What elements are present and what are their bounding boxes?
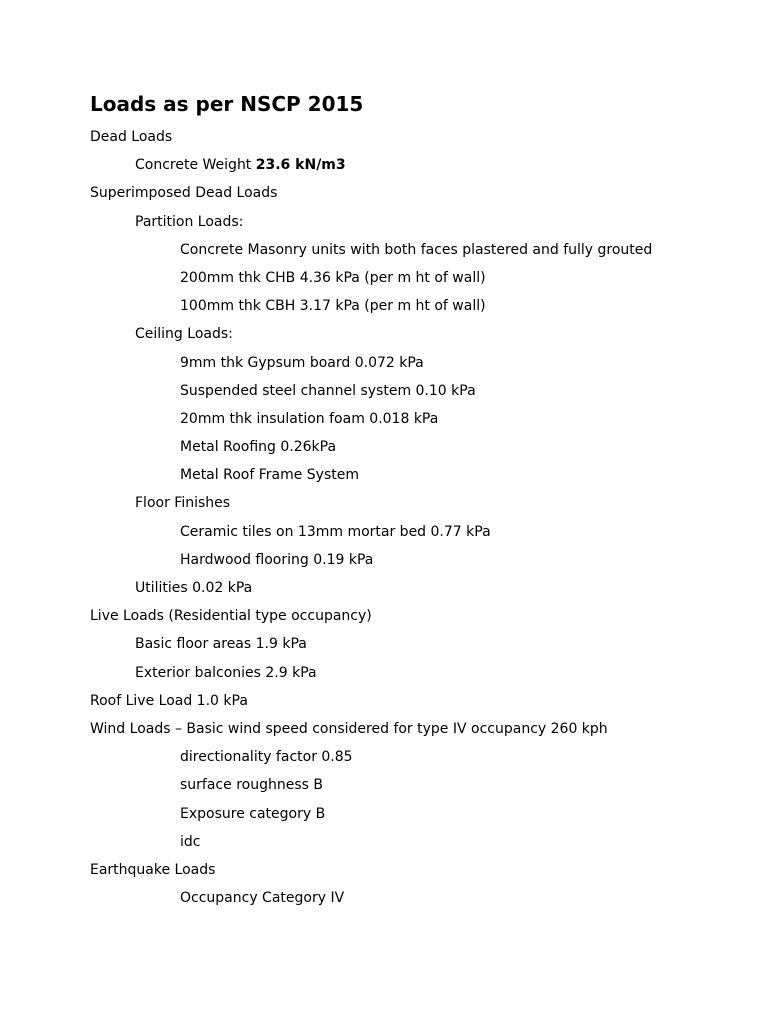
load-list	[0, 123, 768, 912]
line-text: Hardwood flooring 0.19 kPa	[180, 551, 374, 568]
line-text: Dead Loads	[90, 129, 173, 145]
detail-line	[0, 461, 768, 489]
line-text: Exterior balconies 2.9 kPa	[135, 664, 317, 681]
subsection-line	[0, 574, 768, 602]
line-text: 20mm thk insulation foam 0.018 kPa	[180, 410, 439, 427]
line-text: Earthquake Loads	[90, 861, 216, 878]
detail-line	[0, 546, 768, 574]
line-text: 200mm thk CHB 4.36 kPa (per m ht of wall)	[180, 269, 486, 286]
detail-line	[0, 800, 768, 828]
detail-line	[0, 518, 768, 546]
detail-line	[0, 264, 768, 292]
subsection-line	[0, 489, 768, 517]
detail-line	[0, 433, 768, 461]
subsection-line	[0, 320, 768, 348]
line-text: Metal Roof Frame System	[180, 467, 359, 484]
line-text: Utilities 0.02 kPa	[135, 580, 253, 596]
line-bold-value: 23.6 kN/m3	[255, 157, 346, 174]
section-heading	[0, 179, 768, 207]
section-heading	[0, 856, 768, 884]
detail-line	[0, 292, 768, 320]
line-text: Wind Loads – Basic wind speed considered for type IV occupancy 260 kph	[90, 720, 608, 737]
line-text: Superimposed Dead Loads	[90, 185, 278, 202]
detail-line	[0, 349, 768, 377]
line-text: Ceiling Loads:	[135, 326, 233, 343]
line-text: directionality factor 0.85	[180, 749, 353, 766]
detail-line	[0, 884, 768, 912]
detail-line	[0, 771, 768, 799]
line-text: Roof Live Load 1.0 kPa	[90, 692, 248, 709]
subsection-line	[0, 659, 768, 687]
line-text: Concrete Weight	[135, 157, 256, 174]
line-text: Basic floor areas 1.9 kPa	[135, 636, 307, 653]
document-title: Loads as per NSCP 2015	[90, 92, 364, 116]
subsection-line	[0, 151, 768, 179]
line-text: idc	[180, 833, 201, 850]
section-heading	[0, 715, 768, 743]
subsection-line	[0, 208, 768, 236]
line-text: Occupancy Category IV	[180, 890, 345, 907]
line-text: Metal Roofing 0.26kPa	[180, 439, 337, 456]
line-text: Concrete Masonry units with both faces plastered and fully grouted	[180, 241, 653, 258]
subsection-line	[0, 630, 768, 658]
line-text: Exposure category B	[180, 805, 326, 822]
section-heading	[0, 602, 768, 630]
line-text: 100mm thk CBH 3.17 kPa (per m ht of wall)	[180, 298, 486, 315]
line-text: Partition Loads:	[135, 213, 244, 230]
line-text: Suspended steel channel system 0.10 kPa	[180, 382, 476, 399]
line-text: Ceramic tiles on 13mm mortar bed 0.77 kPa	[180, 523, 491, 540]
detail-line	[0, 236, 768, 264]
line-text: 9mm thk Gypsum board 0.072 kPa	[180, 354, 424, 371]
detail-line	[0, 377, 768, 405]
detail-line	[0, 405, 768, 433]
detail-line	[0, 828, 768, 856]
section-heading	[0, 123, 768, 151]
detail-line	[0, 743, 768, 771]
section-heading	[0, 687, 768, 715]
line-text: surface roughness B	[180, 777, 323, 794]
line-text: Live Loads (Residential type occupancy)	[90, 608, 372, 625]
line-text: Floor Finishes	[135, 495, 231, 512]
